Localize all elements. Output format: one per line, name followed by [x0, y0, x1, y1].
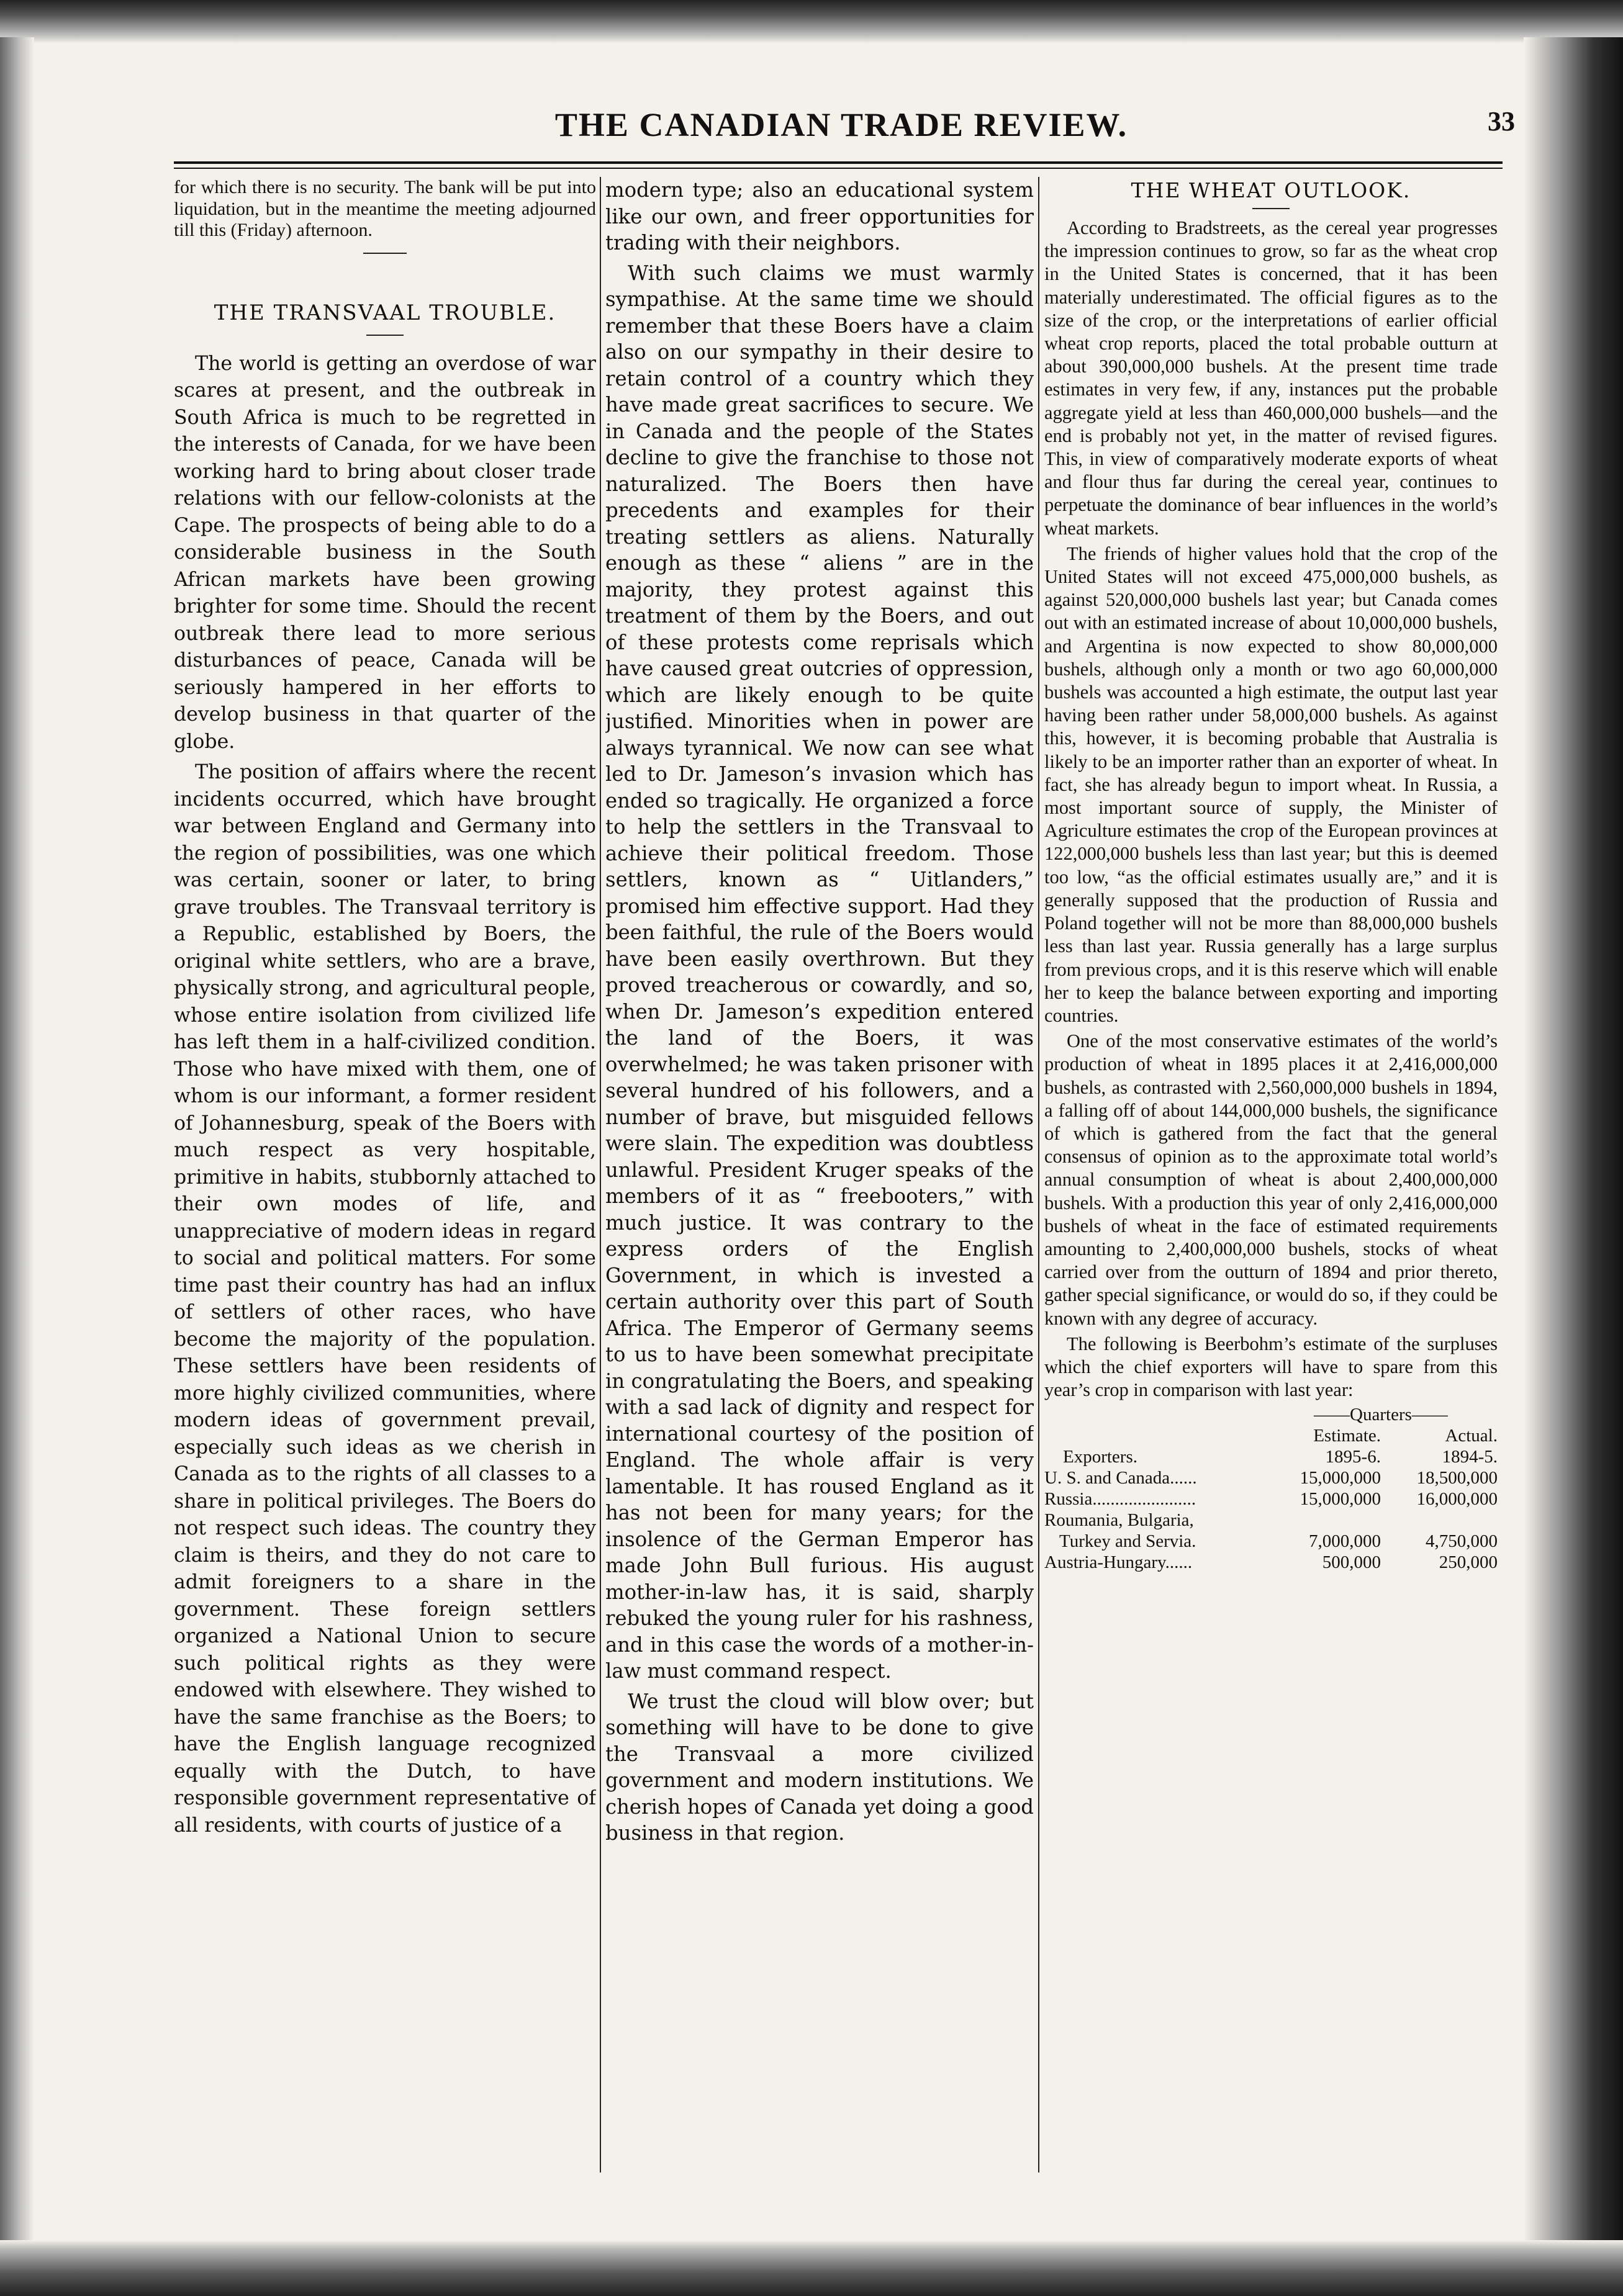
article-heading: THE WHEAT OUTLOOK.: [1131, 178, 1411, 202]
article-paragraph: According to Bradstreets, as the cereal year progresses the impression continues to grow, so far as the wheat crop in the United States is concerned, that it has been materially underestimated. The official figures as to the size of the crop, or the interpretations of earlier official wheat crop reports, placed the total probable outturn at about 390,000,000 bushels. At the present time trade estimates in very few, if any, instances put the probable aggregate yield at less than 460,000,000 bushels—and the end is probably not yet, in the matter of revised figures. This, in view of comparatively moderate exports of wheat and flour thus far during the cereal year, continues to perpetuate the dominance of bear influences in the world’s wheat markets.: [1044, 217, 1498, 539]
table-row: [1044, 1446, 1498, 1467]
table-year-header: 1894-5.: [1442, 1447, 1498, 1467]
table-cell-estimate: 15,000,000: [1300, 1468, 1381, 1488]
column-left: [174, 177, 596, 2169]
table-cell-exporter: Austria-Hungary......: [1044, 1552, 1193, 1573]
column-divider: [600, 177, 601, 2172]
article-paragraph: The following is Beerbohm’s estimate of the surpluses which the chief exporters will have to spare from this year’s crop in comparison with last year:: [1044, 1333, 1498, 1401]
publication-title: THE CANADIAN TRADE REVIEW.: [554, 106, 1128, 143]
table-cell-actual: [1381, 1510, 1498, 1531]
table-group-header: ——Quarters——: [1314, 1405, 1448, 1425]
continued-paragraph: for which there is no security. The bank will be put into liquidation, but in the meantime the meeting adjourned till this (Friday) afternoon.: [174, 177, 596, 240]
heading-rule: [1252, 208, 1290, 209]
article-paragraph: We trust the cloud will blow over; but something will have to be done to give the Transvaal a more civilized government and modern institutions. We cherish hopes of Canada yet doing a good business in that region.: [605, 1689, 1034, 1845]
table-row: [1044, 1425, 1498, 1446]
continued-paragraph: modern type; also an educational system like our own, and freer opportunities for trading with their neighbors.: [605, 178, 1034, 254]
column-middle: [605, 177, 1034, 2169]
table-row: [1044, 1404, 1498, 1425]
table-column-header: Actual.: [1445, 1426, 1498, 1446]
page-number: 33: [1488, 106, 1515, 137]
table-cell-exporter: U. S. and Canada......: [1044, 1468, 1197, 1488]
heading-rule: [366, 335, 404, 336]
scan-bottom-border: [0, 2240, 1623, 2296]
header-rule: [174, 161, 1503, 164]
article-paragraph: The world is getting an overdose of war scares at present, and the outbreak in South Africa is much to be regretted in the interests of Canada, for we have been working hard to bring about closer trade relations with our fellow-colonists at the Cape. The prospects of being able to do a considerable business in the South African markets have been growing brighter for some time. Should the recent outbreak there lead to more serious disturbances of peace, Canada will be seriously hampered in her efforts to develop business in that quarter of the globe.: [174, 352, 596, 753]
article-heading: THE TRANSVAAL TROUBLE.: [214, 300, 556, 325]
table-year-header: 1895-6.: [1325, 1447, 1381, 1467]
article-paragraph: The position of affairs where the recent incidents occurred, which have brought war between England and Germany into the region of possibilities, was one which was certain, sooner or later, to bring grave troubles. The Transvaal territory is a Republic, established by Boers, the original white settlers, who are a brave, physically strong, and agricultural people, whose entire isolation from civilized life has left them in a half-civilized condition. Those who have mixed with them, one of whom is our informant, a former resident of Johannesburg, speak of the Boers with much respect as very hospitable, primitive in habits, stubbornly attached to their own modes of life, and unappreciative of modern ideas in regard to social and political matters. For some time past their country has had an influx of settlers of other races, who have become the majority of the population. These settlers have been residents of more highly civilized communities, where modern ideas of government prevail, especially such ideas as we cherish in Canada as to the rights of all classes to a share in political privileges. The Boers do not respect such ideas. The country they claim is theirs, and they do not care to admit foreigners to a share in the government. These foreign settlers organized a National Union to secure such political rights as they were endowed with elsewhere. They wished to have the same franchise as the Boers; to have the English language recognized equally with the Dutch, to have responsible government representative of all residents, with courts of justice of a: [174, 761, 596, 1837]
table-cell-actual: 250,000: [1439, 1552, 1498, 1573]
scan-right-edge: [1524, 37, 1623, 2241]
article-paragraph: The friends of higher values hold that the crop of the United States will not exceed 475,000,000 bushels, as against 520,000,000 bushels last year; but Canada comes out with an estimated increase of about 10,000,000 bushels, and Argentina is now expected to show 80,000,000 bushels, although only a month or two ago 60,000,000 bushels was accounted a high estimate, the output last year having been rather under 58,000,000 bushels. As against this, however, it is becoming probable that Australia is likely to be an importer rather than an exporter of wheat. In fact, she has already begun to import wheat. In Russia, a most important source of supply, the Minister of Agriculture estimates the crop of the European provinces at 122,000,000 bushels less than last year; but this is deemed too low, “as the official estimates usually are,” and it is generally supposed that the production of Russia and Poland together will not be more than 88,000,000 bushels less than last year. Russia generally has a large surplus from previous crops, and it is this reserve which will enable her to keep the balance between exporting and importing countries.: [1044, 542, 1498, 1026]
scan-top-border: [0, 0, 1623, 43]
table-row: [1044, 1467, 1498, 1488]
wheat-surplus-table: [1044, 1404, 1498, 1573]
table-row: [1044, 1510, 1498, 1531]
column-divider: [1038, 177, 1039, 2172]
table-row: [1044, 1531, 1498, 1552]
table-cell-exporter: Roumania, Bulgaria,: [1044, 1510, 1194, 1531]
table-cell-actual: 4,750,000: [1426, 1531, 1498, 1552]
scan-left-edge: [0, 37, 34, 2241]
article-separator: [363, 253, 407, 254]
table-cell-actual: 16,000,000: [1416, 1489, 1498, 1510]
table-column-header: Estimate.: [1313, 1426, 1381, 1446]
table-cell-estimate: 7,000,000: [1308, 1531, 1381, 1552]
table-cell-estimate: 15,000,000: [1300, 1489, 1381, 1510]
table-row: [1044, 1552, 1498, 1573]
article-paragraph: One of the most conservative estimates of the world’s production of wheat in 1895 places it at 2,416,000,000 bushels, as contrasted with 2,560,000,000 bushels in 1894, a falling off of about 144,000,000 bushels, the significance of which is gathered from the fact that the general consensus of opinion as to the approximate total world’s annual consumption of wheat is about 2,400,000,000 bushels. With a production this year of only 2,416,000,000 bushels of wheat in the face of estimated requirements amounting to 2,400,000,000 bushels, stocks of wheat carried over from the outturn of 1894 and prior thereto, gather special significance, or would do so, if they could be known with any degree of accuracy.: [1044, 1030, 1498, 1329]
header-rule-thin: [174, 168, 1503, 169]
table-row: [1044, 1488, 1498, 1510]
page-header: [168, 99, 1515, 155]
table-cell-estimate: [1264, 1510, 1381, 1531]
table-cell-exporter: Turkey and Servia.: [1059, 1531, 1196, 1552]
article-paragraph: With such claims we must warmly sympathise. At the same time we should remember that these Boers have a claim also on our sympathy in their desire to retain control of a country which they have made great sacrifices to secure. We in Canada and the people of the States decline to give the franchise to those not naturalized. The Boers then have precedents and examples for their treating settlers as aliens. Naturally enough as these “ aliens ” are in the majority, they protest against this treatment of them by the Boers, and out of these protests come reprisals which have caused great outcries of oppression, which are likely enough to be quite justified. Minorities when in power are always tyrannical. We now can see what led to Dr. Jameson’s invasion which has ended so tragically. He organized a force to help the settlers in the Transvaal to achieve their political freedom. Those settlers, known as “ Uitlanders,” promised him effective support. Had they been faithful, the rule of the Boers would have been easily overthrown. But they proved treacherous or cowardly, and so, when Dr. Jameson’s expedition entered the land of the Boers, it was overwhelmed; he was taken prisoner with several hundred of his followers, and a number of brave, but misguided fellows were slain. The expedition was doubtless unlawful. President Kruger speaks of the members of it as “ freebooters,” with much justice. It was contrary to the express orders of the English Government, in which is invested a certain authority over this part of South Africa. The Emperor of Germany seems to us to have been somewhat precipitate in congratulating the Boers, and speaking with a sad lack of dignity and respect for international courtesy of the position of England. The whole affair is very lamentable. It has roused England as it has not been for many years; for the insolence of the German Emperor has made John Bull furious. His august mother-in-law has, it is said, sharply rebuked the young ruler for his rashness, and in this case the words of a mother-in-law must command respect.: [605, 261, 1034, 1683]
table-cell-estimate: 500,000: [1322, 1552, 1381, 1573]
table-cell-actual: 18,500,000: [1416, 1468, 1498, 1488]
table-row-header: Exporters.: [1063, 1447, 1137, 1467]
column-right: [1044, 177, 1498, 2169]
table-cell-exporter: Russia.......................: [1044, 1489, 1196, 1510]
